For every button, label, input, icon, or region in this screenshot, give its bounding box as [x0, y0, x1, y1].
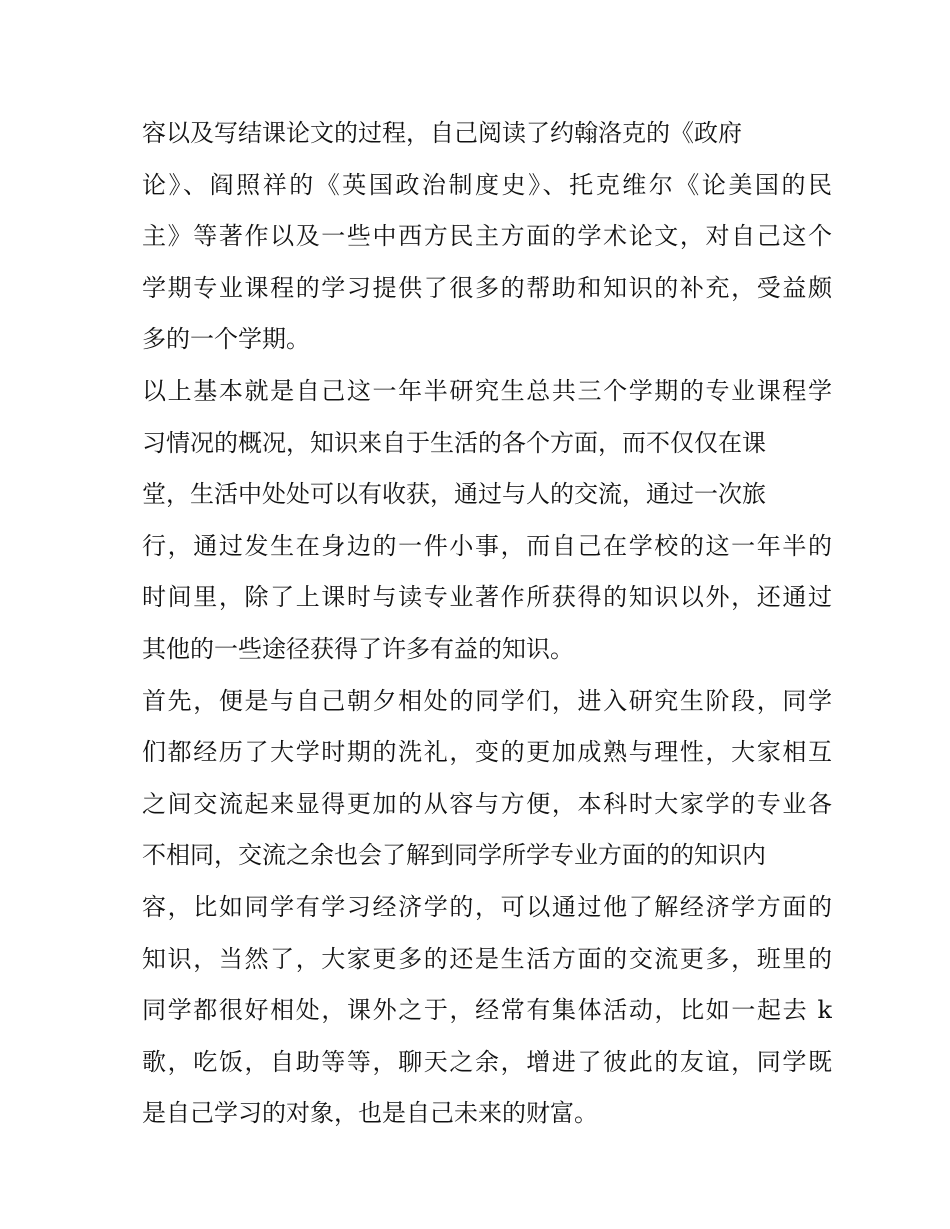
text-line: 知识，当然了，大家更多的还是生活方面的交流更多，班里的	[142, 944, 832, 973]
text-line: 歌，吃饭，自助等等，聊天之余，增进了彼此的友谊，同学既	[142, 1047, 832, 1076]
text-line: 习情况的概况，知识来自于生活的各个方面，而不仅仅在课	[142, 428, 766, 457]
text-line: 首先，便是与自己朝夕相处的同学们，进入研究生阶段，同学	[142, 686, 832, 715]
text-line: 其他的一些途径获得了许多有益的知识。	[142, 634, 574, 663]
text-line: 是自己学习的对象，也是自己未来的财富。	[142, 1099, 598, 1128]
text-line: 容以及写结课论文的过程，自己阅读了约翰洛克的《政府	[142, 119, 742, 147]
text-line: 学期专业课程的学习提供了很多的帮助和知识的补充，受益颇	[142, 273, 832, 302]
text-line: 容，比如同学有学习经济学的，可以通过他了解经济学方面的	[142, 892, 832, 921]
text-line: 以上基本就是自己这一年半研究生总共三个学期的专业课程学	[142, 376, 832, 405]
text-line: 主》等著作以及一些中西方民主方面的学术论文，对自己这个	[142, 222, 832, 251]
text-line: 时间里，除了上课时与读专业著作所获得的知识以外，还通过	[142, 583, 832, 612]
text-line: 不相同，交流之余也会了解到同学所学专业方面的的知识内	[142, 841, 766, 870]
text-line: 们都经历了大学时期的洗礼，变的更加成熟与理性，大家相互	[142, 738, 832, 767]
body-text	[142, 108, 832, 1140]
text-line: 堂，生活中处处可以有收获，通过与人的交流，通过一次旅	[142, 480, 766, 509]
text-line: 同学都很好相处，课外之于，经常有集体活动，比如一起去 k	[142, 996, 832, 1025]
text-line: 多的一个学期。	[142, 325, 310, 354]
text-line: 论》、阎照祥的《英国政治制度史》、托克维尔《论美国的民	[142, 170, 832, 199]
text-line: 之间交流起来显得更加的从容与方便，本科时大家学的专业各	[142, 789, 832, 818]
text-line: 行，通过发生在身边的一件小事，而自己在学校的这一年半的	[142, 531, 832, 560]
